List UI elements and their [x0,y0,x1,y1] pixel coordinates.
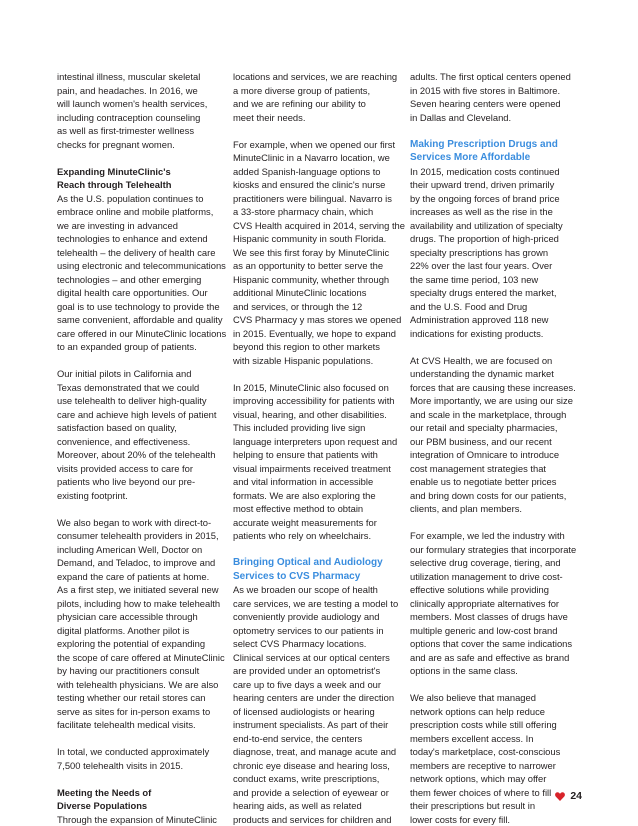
body-text-line: In 2015, medication costs continued [410,165,560,177]
body-text-line: our PBM business, and our recent [410,435,552,447]
body-text-line: In 2015, MinuteClinic also focused on [233,381,389,393]
body-text-line: a 33-store pharmacy chain, which [233,206,374,217]
body-text-line: 22% over the last four years. Over [410,260,553,271]
body-text-line: hearing centers are under the direction [233,692,395,703]
body-text-line: locations and services, we are reaching [233,71,398,82]
body-text-line: members are receptive to narrower [410,759,556,771]
body-text-line: the scope of care offered at MinuteClinic [57,651,225,663]
body-text-line: and bring down costs for our patients, [410,489,567,501]
body-text-line: integration of Omnicare to introduce [410,449,560,460]
body-text-line: In total, we conducted approximately [57,746,210,757]
body-text-line: consumer telehealth providers in 2015, [57,530,219,541]
body-text-line: by the ongoing forces of brand price [410,192,560,204]
body-text-line: telehealth – the delivery of health care [57,246,216,258]
body-text-line: pain, and headaches. In 2016, we [57,84,198,96]
body-text-line: embrace online and mobile platforms, [57,206,214,217]
body-text-line: convenience, and effectiveness. [57,435,191,447]
paragraph-gap [410,678,582,692]
body-text-line: we are investing in advanced [57,219,178,231]
body-text-line: accurate weight measurements for [233,516,377,528]
section-heading-line: Diverse Populations [57,800,148,811]
body-text-line: Demand, and Teladoc, to improve and [57,557,216,568]
body-text-line: hearing aids, as well as related [233,800,362,811]
body-text-line: serve as sites for in-person exams to [57,705,211,717]
body-text-line: will launch women's health services, [57,98,208,109]
paragraph-gap [410,124,582,138]
body-text-line: existing footprint. [57,489,128,501]
body-text-line: adults. The first optical centers opened [410,71,571,82]
body-text-line: prescription costs while still offering [410,719,557,730]
body-text-line: drugs. The proportion of high-priced [410,233,559,244]
body-text-line: facilitate telehealth medical visits. [57,719,196,730]
body-text-line: kiosks and ensured the clinic's nurse [233,179,386,190]
heart-icon [555,792,565,801]
body-text-line: availability and utilization of specialty [410,219,563,231]
body-text-line: understanding the dynamic market [410,368,554,379]
body-text-line: visual, hearing, and other disabilities. [233,408,387,420]
body-text-line: conveniently provide audiology and [233,611,380,622]
body-text-line: testing whether our retail stores can [57,692,206,703]
body-text-line: As a first step, we initiated several new [57,584,219,595]
body-text-line: digital platforms. Another pilot is [57,624,190,636]
body-text-line: and the U.S. Food and Drug [410,300,528,312]
body-text-line: our formulary strategies that incorporate [410,543,577,555]
paragraph-gap [57,151,229,165]
body-text-line: diagnose, treat, and manage acute and [233,746,397,757]
body-text-line: multiple generic and low-cost brand [410,624,558,636]
section-heading-line: Meeting the Needs of [57,786,152,798]
body-text-line: We see this first foray by MinuteClinic [233,246,390,258]
body-text-line: checks for pregnant women. [57,138,175,150]
body-text-line: optometry services to our patients in [233,624,384,636]
body-text-line: MinuteClinic in a Navarro location, we [233,152,390,163]
body-text-line: products and services for children and [233,813,392,825]
body-text-line: are provided under an optometrist's [233,665,381,676]
body-text-line: specialty prescriptions has grown [410,246,549,258]
paragraph-gap [233,124,405,138]
body-text-line: Hispanic community in south Florida. [233,233,387,244]
body-text-line: our retail and specialty pharmacies, [410,422,558,433]
body-text-line: formats. We are also exploring the [233,489,376,501]
paragraph-gap [410,516,582,530]
paragraph-gap [57,732,229,746]
body-text-line: as well as first-trimester wellness [57,125,195,136]
body-text-line: increases as well as the rise in the [410,206,553,217]
body-text-line: We also began to work with direct-to- [57,516,212,528]
body-text-line: options in the same class. [410,665,518,676]
paragraph-gap [233,543,405,557]
body-text-line: same convenient, affordable and quality [57,314,223,325]
body-text-line: Administration approved 118 new [410,314,549,325]
page-footer [555,788,582,804]
body-text-line: members excellent access. In [410,732,534,744]
body-text-line: clinically appropriate alternatives for [410,597,560,609]
body-text-line: pilots, including how to make telehealth [57,597,221,609]
body-text-line: exploring the potential of expanding [57,638,206,649]
body-text-line: physician care accessible through [57,611,198,622]
body-text-line: and are as safe and effective as brand [410,651,570,663]
body-text-line: CVS Pharmacy y mas stores we opened [233,314,402,325]
body-text-line: in Dallas and Cleveland. [410,111,512,123]
body-text-line: select CVS Pharmacy locations. [233,638,367,649]
body-text-line: 7,500 telehealth visits in 2015. [57,759,184,771]
body-text-line: enable us to negotiate better prices [410,476,557,487]
body-text-line: patients who live beyond our pre- [57,476,196,487]
body-text-line: language interpreters upon request and [233,435,398,447]
body-text-line: Seven hearing centers were opened [410,98,561,109]
paragraph-gap [233,367,405,381]
body-text-line: CVS Health acquired in 2014, serving the [233,219,405,231]
body-text-line: conduct exams, write prescriptions, [233,773,380,784]
body-text-line: At CVS Health, we are focused on [410,354,553,366]
body-text-line: today's marketplace, cost-conscious [410,746,561,757]
body-text-line: beyond this region to other markets [233,341,380,352]
body-text-line: network options can help reduce [410,705,545,717]
body-text-line: chronic eye disease and hearing loss, [233,759,390,771]
column-1 [57,70,229,826]
body-text-line: indications for existing products. [410,327,544,339]
body-text-line: goal is to use technology to provide the [57,300,220,312]
body-text-line: their upward trend, driven primarily [410,179,555,190]
body-text-line: selective drug coverage, tiering, and [410,557,561,568]
body-text-line: as an opportunity to better serve the [233,260,384,271]
body-text-line: Texas demonstrated that we could [57,381,200,393]
body-text-line: More importantly, we are using our size [410,395,573,406]
body-text-line: network options, which may offer [410,773,547,784]
body-text-line: This included providing live sign [233,422,366,433]
body-text-line: intestinal illness, muscular skeletal [57,71,201,82]
body-text-line: digital health care opportunities. Our [57,287,208,298]
body-text-line: cost management strategies that [410,462,547,474]
body-text-line: and we are refining our ability to [233,98,366,109]
body-text-line: care up to five days a week and our [233,678,382,690]
body-text-line: visits provided access to care for [57,462,193,474]
body-text-line: expand the care of patients at home. [57,570,210,582]
section-heading-line: Making Prescription Drugs and [410,138,558,150]
body-text-line: with telehealth physicians. We are also [57,678,219,690]
body-text-line: As we broaden our scope of health [233,584,378,595]
paragraph-gap [410,340,582,354]
body-text-line: Moreover, about 20% of the telehealth [57,449,216,460]
body-text-line: Our initial pilots in California and [57,368,192,379]
body-text-line: For example, we led the industry with [410,530,565,541]
body-text-line: in 2015. Eventually, we hope to expand [233,327,396,339]
section-heading-line: Bringing Optical and Audiology [233,557,383,568]
section-heading-line: Services to CVS Pharmacy [233,570,361,582]
body-text-line: Through the expansion of MinuteClinic [57,813,217,825]
column-2 [233,70,405,826]
body-text-line: in 2015 with five stores in Baltimore. [410,84,561,96]
body-text-line: added Spanish-language options to [233,165,381,177]
body-text-line: members. Most classes of drugs have [410,611,568,622]
body-text-line: effective solutions while providing [410,584,549,595]
body-text-line: most effective method to obtain [233,503,364,514]
body-text-line: options that cover the same indications [410,638,573,649]
body-text-line: their prescriptions but result in [410,800,536,811]
body-text-line: practitioners were bilingual. Navarro is [233,192,392,204]
page-number: 24 [570,790,582,802]
body-text-line: Hispanic community, whether through [233,273,390,285]
body-text-line: visual impairments received treatment [233,462,391,474]
body-text-line: end-to-end service, the centers [233,732,363,744]
body-text-line: use telehealth to deliver high-quality [57,395,207,406]
body-text-line: Clinical services at our optical centers [233,651,390,663]
body-text-line: improving accessibility for patients with [233,395,395,406]
body-text-line: with sizable Hispanic populations. [233,354,374,366]
body-text-line: to an expanded group of patients. [57,341,197,352]
paragraph-gap [57,502,229,516]
body-text-line: instrument specialists. As part of their [233,719,389,730]
section-heading-line: Reach through Telehealth [57,179,172,190]
paragraph-gap [57,772,229,786]
body-text-line: including contraception counseling [57,111,201,123]
body-text-line: utilization management to drive cost- [410,570,563,582]
body-text-line: specialty drugs entered the market, [410,287,557,298]
body-text-line: and vital information in accessible [233,476,374,487]
paragraph-gap [57,354,229,368]
body-text-line: helping to ensure that patients with [233,449,378,460]
body-text-line: of licensed audiologists or hearing [233,705,375,717]
body-text-line: additional MinuteClinic locations [233,287,367,298]
body-text-line: the same time period, 103 new [410,273,539,285]
body-text-line: a more diverse group of patients, [233,84,371,96]
body-text-line: technologies to enhance and extend [57,233,208,244]
body-text-line: lower costs for every fill. [410,813,511,825]
body-text-line: care offered in our MinuteClinic locations [57,327,227,339]
body-text-line: meet their needs. [233,111,306,123]
body-text-line: using electronic and telecommunications [57,260,226,271]
body-text-line: including American Well, Doctor on [57,543,203,555]
body-text-line: clients, and plan members. [410,503,523,514]
body-text-line: For example, when we opened our first [233,138,396,150]
body-text-line: We also believe that managed [410,692,536,703]
body-text-line: and scale in the marketplace, through [410,408,567,420]
body-text-line: care services, we are testing a model to [233,597,399,609]
column-3 [410,70,582,826]
body-text-line: by having our practitioners consult [57,665,200,676]
body-text-line: As the U.S. population continues to [57,192,204,204]
body-text-line: patients who rely on wheelchairs. [233,530,372,541]
body-text-line: forces that are causing these increases. [410,381,576,393]
body-text-line: them fewer choices of where to fill [410,786,552,798]
body-text-line: and services, or through the 12 [233,300,363,312]
body-text-line: and provide a selection of eyewear or [233,786,389,798]
body-text-line: care and achieve high levels of patient [57,408,217,420]
section-heading-line: Services More Affordable [410,152,531,163]
section-heading-line: Expanding MinuteClinic's [57,165,171,177]
body-text-line: satisfaction based on quality, [57,422,177,433]
body-text-line: technologies – and other emerging [57,273,202,285]
